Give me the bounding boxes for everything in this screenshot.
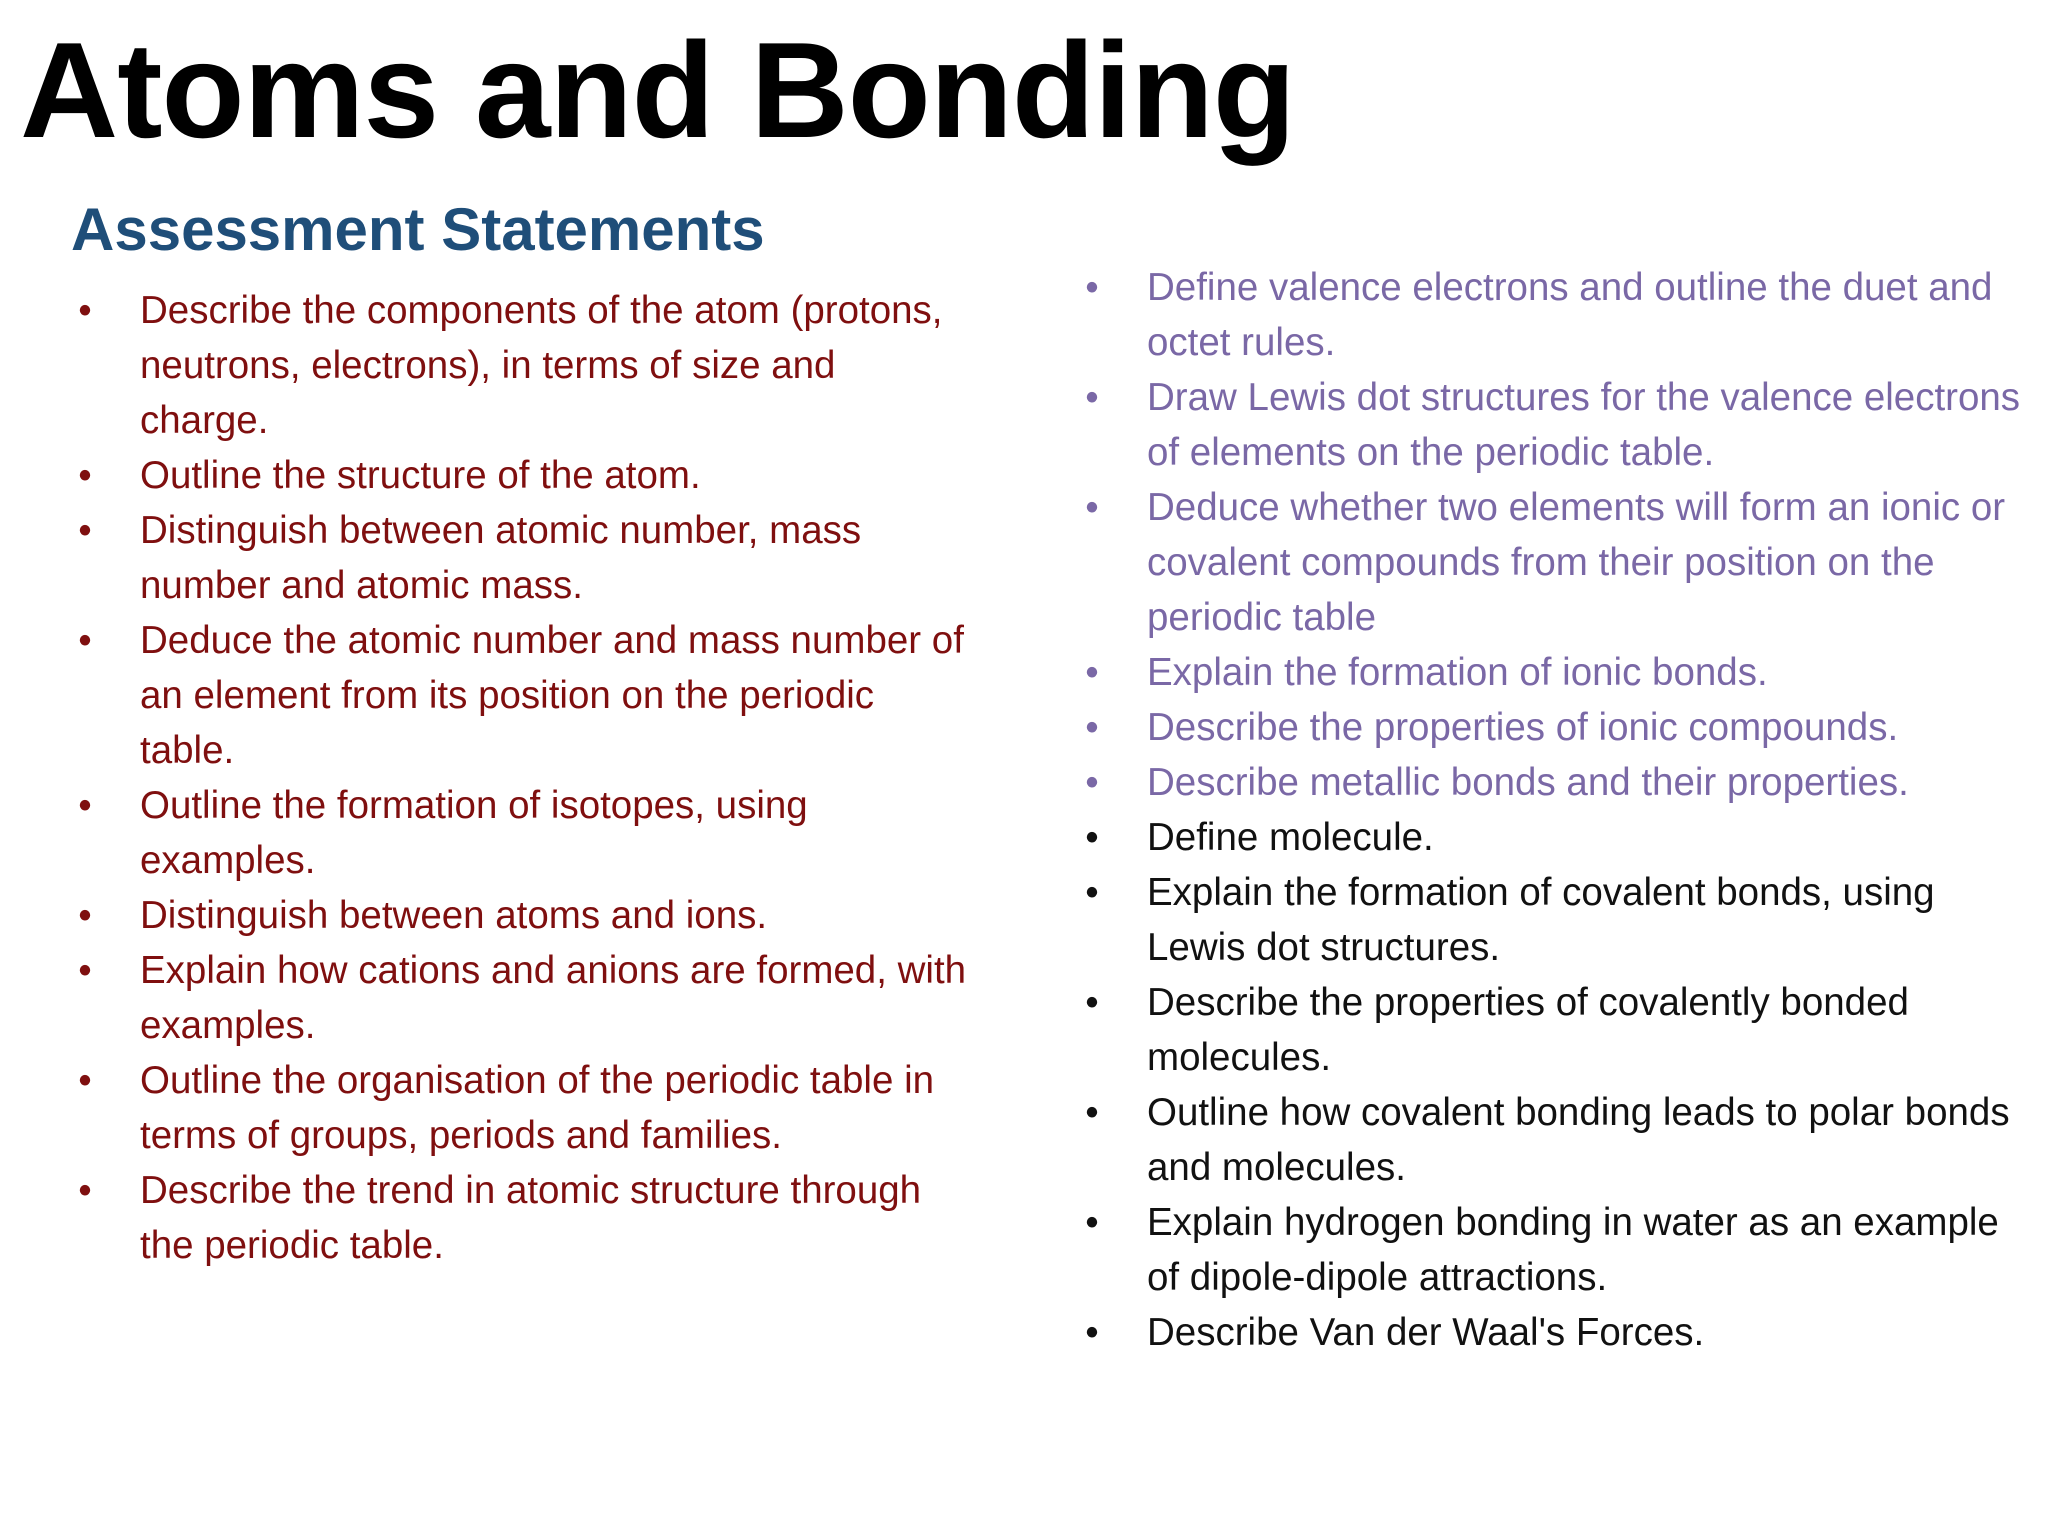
statement-text: Define molecule. — [1147, 816, 1434, 859]
bullet-icon: • — [78, 454, 92, 497]
statement-text: Explain how cations and anions are formed, with examples. — [140, 949, 967, 1047]
bullet-icon: • — [1085, 871, 1099, 914]
list-item — [70, 1053, 970, 1163]
list-item — [1077, 810, 2027, 865]
statement-text: Outline how covalent bonding leads to polar bonds and molecules. — [1147, 1091, 2010, 1189]
bullet-icon: • — [78, 1059, 92, 1102]
bullet-icon: • — [1085, 1311, 1099, 1354]
bullet-icon: • — [1085, 706, 1099, 749]
bullet-icon: • — [1085, 266, 1099, 309]
bullet-icon: • — [1085, 1091, 1099, 1134]
bullet-icon: • — [1085, 486, 1099, 529]
bullet-icon: • — [1085, 1201, 1099, 1244]
bullet-icon: • — [78, 949, 92, 992]
statement-text: Deduce the atomic number and mass number of an element from its position on the periodic table. — [140, 619, 964, 772]
statement-text: Describe metallic bonds and their properties. — [1147, 761, 1909, 804]
bullet-icon: • — [78, 509, 92, 552]
list-item — [1077, 260, 2027, 370]
list-item — [1077, 755, 2027, 810]
list-item — [70, 1163, 970, 1273]
bullet-icon: • — [78, 619, 92, 662]
list-item — [70, 778, 970, 888]
bullet-icon: • — [1085, 761, 1099, 804]
left-statement-list — [70, 283, 970, 1273]
list-item — [1077, 1085, 2027, 1195]
list-item — [70, 943, 970, 1053]
bullet-icon: • — [1085, 651, 1099, 694]
bullet-icon: • — [78, 1169, 92, 1212]
statement-text: Distinguish between atomic number, mass number and atomic mass. — [140, 509, 862, 607]
statement-text: Outline the organisation of the periodic table in terms of groups, periods and families. — [140, 1059, 935, 1157]
list-item — [70, 283, 970, 448]
statement-text: Distinguish between atoms and ions. — [140, 894, 768, 937]
list-item — [1077, 865, 2027, 975]
list-item — [1077, 1305, 2027, 1360]
list-item — [70, 448, 970, 503]
statement-text: Outline the formation of isotopes, using examples. — [140, 784, 808, 882]
statement-text: Deduce whether two elements will form an ionic or covalent compounds from their position on the periodic table — [1147, 486, 2006, 639]
statement-text: Describe the properties of ionic compounds. — [1147, 706, 1899, 749]
list-item — [1077, 370, 2027, 480]
list-item — [1077, 645, 2027, 700]
list-item — [1077, 700, 2027, 755]
statement-text: Describe Van der Waal's Forces. — [1147, 1311, 1705, 1354]
bullet-icon: • — [1085, 376, 1099, 419]
list-item — [1077, 480, 2027, 645]
slide-subtitle: Assessment Statements — [71, 196, 765, 263]
statement-text: Outline the structure of the atom. — [140, 454, 701, 497]
statement-text: Define valence electrons and outline the duet and octet rules. — [1147, 266, 1993, 364]
bullet-icon: • — [1085, 981, 1099, 1024]
statement-text: Explain the formation of covalent bonds, using Lewis dot structures. — [1147, 871, 1935, 969]
list-item — [70, 613, 970, 778]
statement-text: Describe the components of the atom (protons, neutrons, electrons), in terms of size and charge. — [140, 289, 943, 442]
bullet-icon: • — [1085, 816, 1099, 859]
right-statement-list — [1077, 260, 2027, 1360]
statement-text: Draw Lewis dot structures for the valence electrons of elements on the periodic table. — [1147, 376, 2021, 474]
list-item — [70, 888, 970, 943]
list-item — [70, 503, 970, 613]
list-item — [1077, 1195, 2027, 1305]
list-item — [1077, 975, 2027, 1085]
statement-text: Explain the formation of ionic bonds. — [1147, 651, 1768, 694]
statement-text: Describe the properties of covalently bonded molecules. — [1147, 981, 1909, 1079]
bullet-icon: • — [78, 784, 92, 827]
bullet-icon: • — [78, 894, 92, 937]
slide-title: Atoms and Bonding — [20, 14, 1295, 166]
statement-text: Describe the trend in atomic structure through the periodic table. — [140, 1169, 922, 1267]
bullet-icon: • — [78, 289, 92, 332]
statement-text: Explain hydrogen bonding in water as an example of dipole-dipole attractions. — [1147, 1201, 1999, 1299]
